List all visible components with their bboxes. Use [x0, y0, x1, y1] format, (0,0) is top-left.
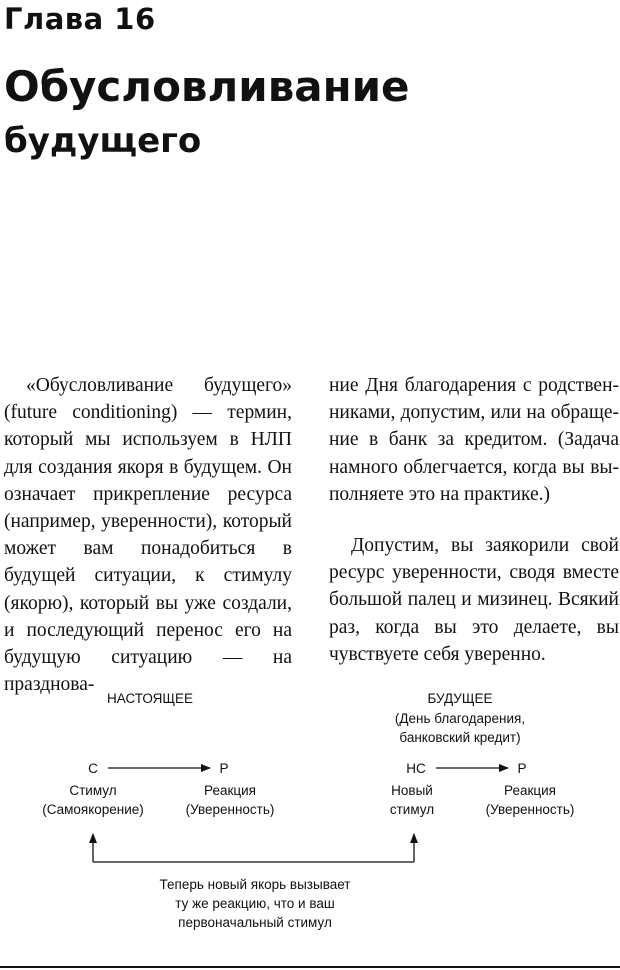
- title-line-1: Обусловливание: [4, 62, 410, 111]
- caption-line-1: Теперь новый якорь вызывает: [159, 877, 351, 892]
- title-line-2: будущего: [4, 121, 202, 161]
- caption-line-2: ту же реакцию, что и ваш: [175, 896, 335, 911]
- body-paragraph-left: «Обусловливание будущего» (future conditioning) — термин, который мы используем в НЛП для создания якоря в будущем. Он означает прикрепление ресурса (например, уверенности), который может вам понадобиться в будущей ситуации, к стимулу (якорю), который вы уже создали, и последующий перенос его на будущую ситуацию — на празднова-: [4, 375, 292, 696]
- future-response-symbol: Р: [517, 761, 527, 776]
- future-stimulus-label-1: Новый: [391, 783, 433, 798]
- present-response-label-2: (Уверенность): [185, 802, 275, 817]
- future-response-label-2: (Уверенность): [485, 802, 575, 817]
- future-context-line-1: (День благодарения,: [394, 711, 526, 726]
- bottom-rule: [0, 966, 620, 968]
- present-stimulus-label-2: (Самоякорение): [42, 802, 144, 817]
- present-stimulus-symbol: С: [88, 761, 98, 776]
- caption-line-3: первоначальный стимул: [178, 915, 332, 930]
- present-stimulus-label-1: Стимул: [69, 783, 117, 798]
- future-stimulus-label-2: стимул: [389, 802, 435, 817]
- present-response-label-1: Реакция: [204, 783, 256, 798]
- present-header: НАСТОЯЩЕЕ: [106, 691, 194, 706]
- chapter-label: Глава 16: [4, 2, 156, 36]
- future-context-line-2: банковский кредит): [399, 730, 521, 745]
- body-paragraph-right-1: ние Дня благодарения с родственниками, допустим, или на обращение в банк за кредитом. (Задача намного облегчается, когда вы выполняете это на практике.): [329, 375, 619, 505]
- present-response-symbol: Р: [219, 761, 229, 776]
- future-stimulus-symbol: НС: [406, 761, 426, 776]
- future-header: БУДУЩЕЕ: [427, 691, 493, 706]
- future-response-label-1: Реакция: [504, 783, 556, 798]
- body-paragraph-right-2: Допустим, вы заякорили свой ресурс уверенности, сводя вместе большой палец и мизинец. Всякий раз, когда вы это делаете, вы чувствуете себя уверенно.: [329, 535, 619, 665]
